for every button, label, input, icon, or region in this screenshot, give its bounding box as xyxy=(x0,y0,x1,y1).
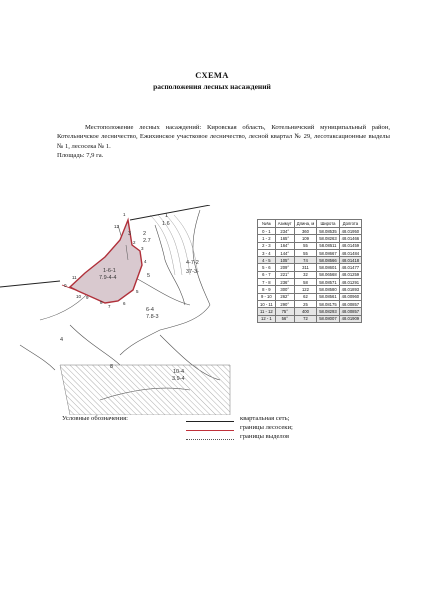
table-cell: 311 xyxy=(294,264,316,271)
point-label: 6 xyxy=(123,301,126,306)
table-row xyxy=(258,286,362,293)
table-header: Длина, м xyxy=(294,220,316,228)
table-header: Долгота xyxy=(339,220,361,228)
table-cell: 209° xyxy=(275,264,294,271)
table-cell: 2 - 3 xyxy=(258,242,276,249)
legend-line-cutting xyxy=(186,430,234,431)
table-cell: 3 - 4 xyxy=(258,249,276,256)
table-cell: 300° xyxy=(275,286,294,293)
table-row xyxy=(258,308,362,315)
table-cell: 58.08667 xyxy=(317,249,339,256)
table-cell: 109 xyxy=(294,235,316,242)
table-cell: 58.08293 xyxy=(317,308,339,315)
table-cell: 48.01466 xyxy=(339,235,361,242)
table-cell: 0 - 1 xyxy=(258,228,276,235)
table-cell: 25 xyxy=(294,300,316,307)
table-cell: 55 xyxy=(294,242,316,249)
table-header: Азимут xyxy=(275,220,294,228)
table-cell: 58.08263 xyxy=(317,235,339,242)
stand-label: 1 xyxy=(165,213,169,219)
stand-label: 2 xyxy=(143,231,147,237)
table-row xyxy=(258,293,362,300)
table-cell: 11 - 12 xyxy=(258,308,276,315)
table-cell: 236° xyxy=(275,279,294,286)
table-cell: 221° xyxy=(275,271,294,278)
document-title: СХЕМА xyxy=(195,70,229,80)
legend-line-quarter xyxy=(186,421,234,422)
table-cell: 58.08601 xyxy=(317,264,339,271)
table-cell: 74 xyxy=(294,257,316,264)
table-cell: 122 xyxy=(294,286,316,293)
table-row xyxy=(258,235,362,242)
table-cell: 290° xyxy=(275,300,294,307)
table-cell: 58.08580 xyxy=(317,286,339,293)
table-cell: 48.01418 xyxy=(339,257,361,264)
polygon-label: 1-6-1 xyxy=(103,268,116,274)
point-label: 4 xyxy=(144,259,147,264)
table-cell: 75° xyxy=(275,308,294,315)
table-cell: 58.08535 xyxy=(317,228,339,235)
point-label: 11 xyxy=(72,275,77,280)
stand-label: 3.9-4 xyxy=(172,376,185,382)
point-label: 1 xyxy=(123,212,126,217)
legend-line-stand xyxy=(186,439,234,440)
point-label: 9 xyxy=(86,295,89,300)
legend-title: Условные обозначения: xyxy=(62,415,128,422)
table-row xyxy=(258,264,362,271)
table-cell: 48.01291 xyxy=(339,279,361,286)
table-cell: 164° xyxy=(275,242,294,249)
point-label: 3 xyxy=(141,246,144,251)
table-cell: 55 xyxy=(294,249,316,256)
hatched-area xyxy=(60,365,230,415)
contour-cluster xyxy=(150,215,198,275)
point-label: 10 xyxy=(76,294,82,299)
table-cell: 48.01950 xyxy=(339,228,361,235)
stand-label: 6-4 xyxy=(146,307,154,313)
table-row xyxy=(258,257,362,264)
point-label: 7 xyxy=(108,304,111,309)
table-cell: 62 xyxy=(294,293,316,300)
table-cell: 48.01477 xyxy=(339,264,361,271)
stand-label: 5 xyxy=(147,273,151,279)
table-cell: 360 xyxy=(294,228,316,235)
area-text: Площадь: 7,9 га. xyxy=(57,152,104,159)
table-cell: 48.00857 xyxy=(339,300,361,307)
table-cell: 6 - 7 xyxy=(258,271,276,278)
stand-label: 1.6 xyxy=(162,221,170,227)
table-cell: 48.00960 xyxy=(339,293,361,300)
table-cell: 234° xyxy=(275,228,294,235)
table-cell: 48.01459 xyxy=(339,242,361,249)
stand-label: 2.7 xyxy=(143,238,151,244)
stand-label: 4 xyxy=(60,337,64,343)
legend-item: границы выделов xyxy=(240,433,290,440)
table-cell: 48.01484 xyxy=(339,249,361,256)
table-cell: 48.00857 xyxy=(339,308,361,315)
table-cell: 58.08571 xyxy=(317,279,339,286)
stand-label: 4-7-2 xyxy=(186,260,199,266)
table-cell: 58.06568 xyxy=(317,271,339,278)
legend-item: квартальная сеть; xyxy=(240,415,290,422)
table-cell: 58.08561 xyxy=(317,293,339,300)
table-cell: 56° xyxy=(275,315,294,322)
table-row xyxy=(258,271,362,278)
table-cell: 48.01909 xyxy=(339,315,361,322)
table-cell: 400 xyxy=(294,308,316,315)
stand-label: 8 xyxy=(110,364,114,370)
table-cell: 58.08175 xyxy=(317,300,339,307)
table-cell: 144° xyxy=(275,249,294,256)
table-cell: 165° xyxy=(275,235,294,242)
table-cell: 8 - 9 xyxy=(258,286,276,293)
stand-label: 37-3- xyxy=(186,269,199,275)
location-description: Местоположение лесных насаждений: Кировская область, Котельничский муниципальный район, Котельничское лесничество, Ежихинское участковое лесничество, лесной квартал № 29, лесотаксационные выделы № 1, лесосека № 1. xyxy=(57,124,390,150)
point-label: 5 xyxy=(136,289,139,294)
table-cell: 58.08511 xyxy=(317,242,339,249)
table-row xyxy=(258,249,362,256)
table-cell: 9 - 10 xyxy=(258,293,276,300)
table-cell: 12 - 1 xyxy=(258,315,276,322)
table-cell: 7 - 8 xyxy=(258,279,276,286)
table-row xyxy=(258,300,362,307)
table-header: Широта xyxy=(317,220,339,228)
table-cell: 48.01893 xyxy=(339,286,361,293)
table-cell: 262° xyxy=(275,293,294,300)
point-label: 2 xyxy=(133,240,136,245)
table-header: №№ xyxy=(258,220,276,228)
table-cell: 4 - 5 xyxy=(258,257,276,264)
table-cell: 58.08007 xyxy=(317,315,339,322)
table-cell: 48.01259 xyxy=(339,271,361,278)
document-subtitle: расположения лесных насаждений xyxy=(153,82,271,91)
table-row xyxy=(258,242,362,249)
table-cell: 5 - 6 xyxy=(258,264,276,271)
table-row xyxy=(258,315,362,322)
stand-label: 3 xyxy=(128,231,132,237)
coordinates-table xyxy=(257,219,362,323)
table-cell: 58 xyxy=(294,279,316,286)
table-cell: 105° xyxy=(275,257,294,264)
point-label: 0 xyxy=(64,283,67,288)
table-cell: 1 - 2 xyxy=(258,235,276,242)
stand-label: 10-4 xyxy=(173,369,185,375)
stand-label: 7.8-3 xyxy=(146,314,159,320)
table-cell: 58.08566 xyxy=(317,257,339,264)
table-row xyxy=(258,228,362,235)
table-cell: 32 xyxy=(294,271,316,278)
polygon-label: 7.9-4-4 xyxy=(99,275,117,281)
point-label: 8 xyxy=(100,300,103,305)
legend-item: границы лесосеки; xyxy=(240,424,293,431)
table-row xyxy=(258,279,362,286)
table-cell: 10 - 11 xyxy=(258,300,276,307)
table-cell: 72 xyxy=(294,315,316,322)
point-label: 12 xyxy=(114,224,120,229)
